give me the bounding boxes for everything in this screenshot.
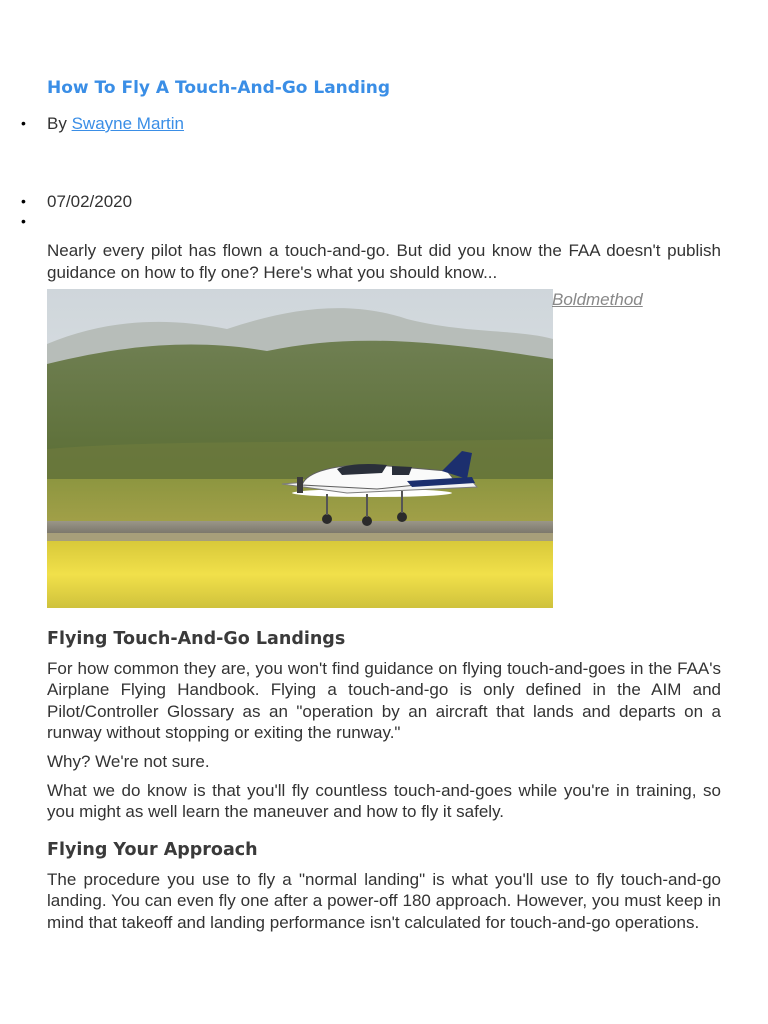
author-link[interactable]: Swayne Martin [71,114,185,133]
body-paragraph: Why? We're not sure. [47,752,210,771]
image-credit-link[interactable]: Boldmethod [552,290,643,309]
list-bullet: • [21,193,26,209]
list-bullet: • [21,213,26,229]
list-bullet: • [21,115,26,131]
article-title-link[interactable]: How To Fly A Touch-And-Go Landing [47,78,391,98]
body-paragraph: What we do know is that you'll fly countless touch-and-goes while you're in training, so you might as well learn the maneuver and how to fly it safely. [47,781,721,822]
publish-date: 07/02/2020 [47,192,133,211]
body-paragraph: The procedure you use to fly a "normal landing" is what you'll use to fly touch-and-go landing. You can even fly one after a power-off 180 approach. However, you must keep in mind that takeoff and landing performance isn't calculated for touch-and-go operations. [47,870,721,932]
hero-image-airplane [47,289,553,608]
body-paragraph: For how common they are, you won't find guidance on flying touch-and-goes in the FAA's Airplane Flying Handbook. Flying a touch-and-go is only defined in the AIM and Pilot/Controller Glossary as an "operation by an aircraft that lands and departs on a runway without stopping or exiting the runway." [47,659,721,742]
byline [47,114,184,134]
lead-paragraph: Nearly every pilot has flown a touch-and-go. But did you know the FAA doesn't publish guidance on how to fly one? Here's what you should know... [47,241,721,282]
section-heading-touch-and-go: Flying Touch-And-Go Landings [47,629,346,649]
section-heading-approach: Flying Your Approach [47,840,258,860]
byline-prefix: By [47,114,67,133]
airplane-photo [47,289,553,608]
